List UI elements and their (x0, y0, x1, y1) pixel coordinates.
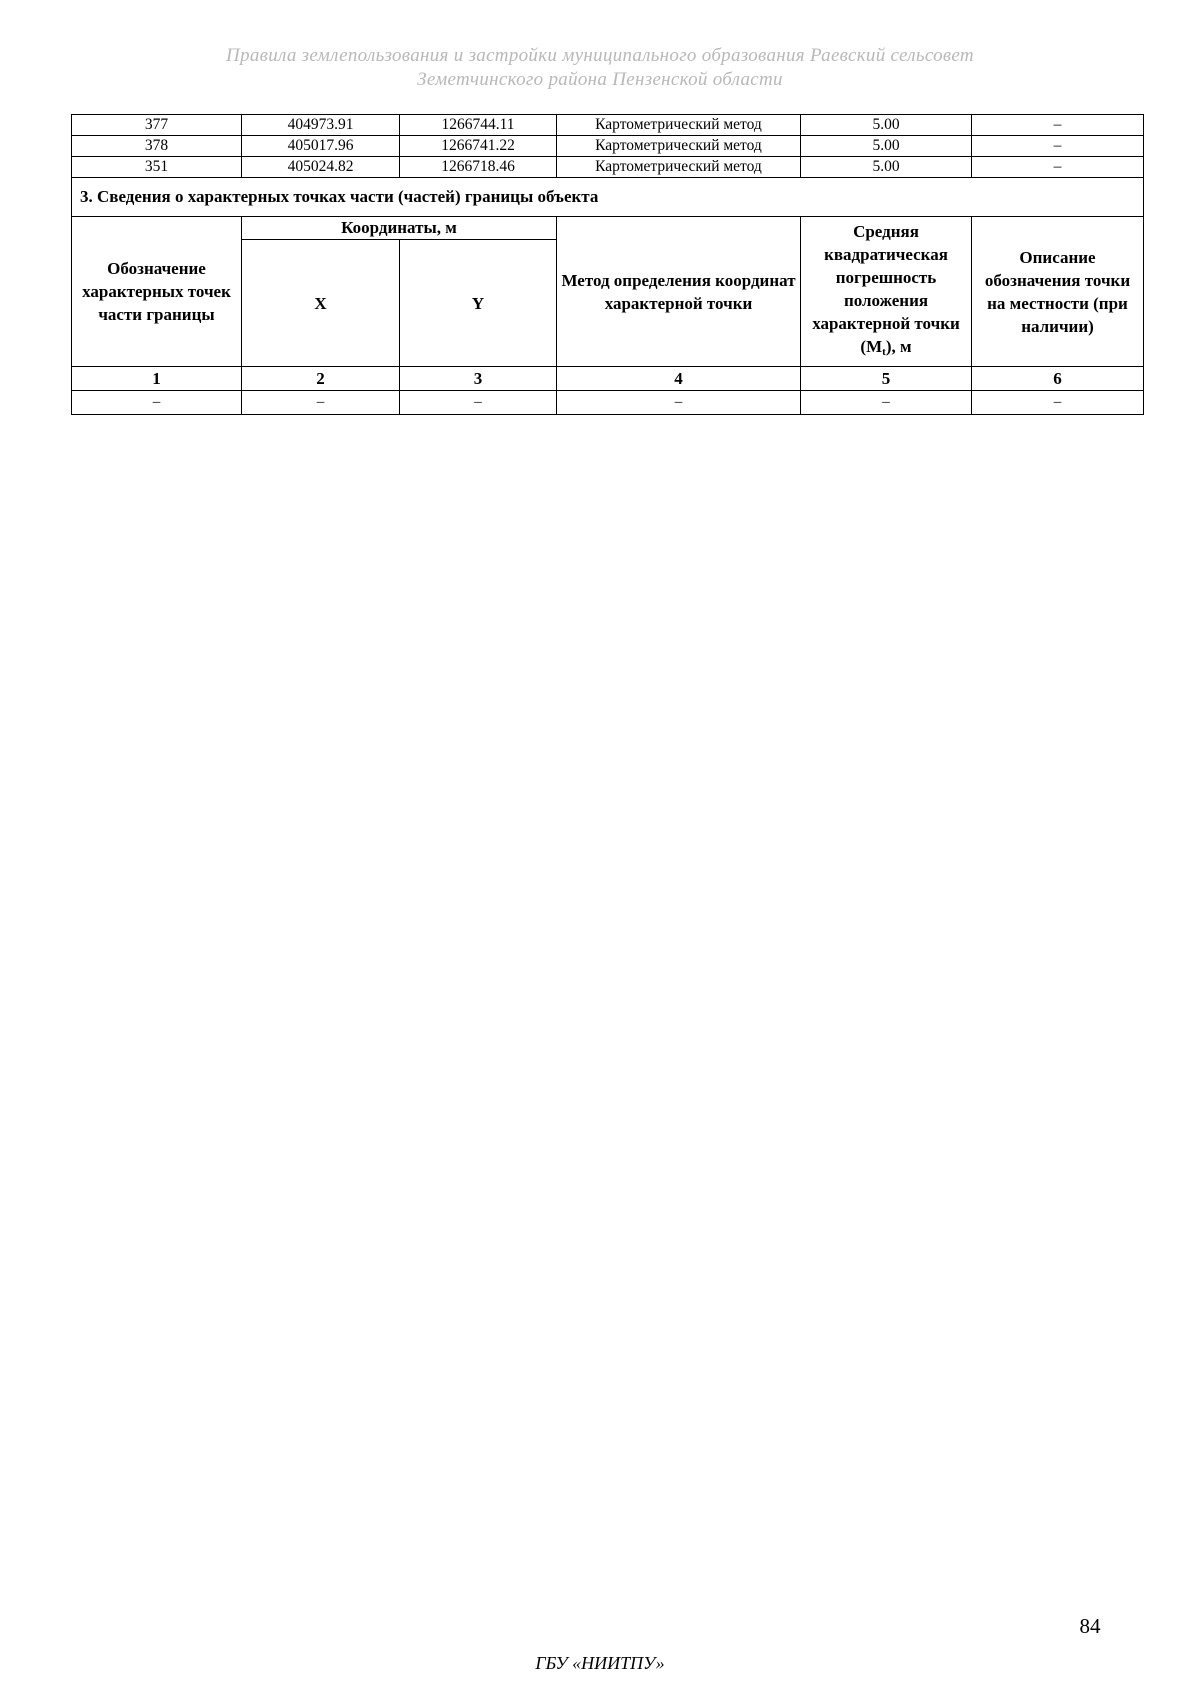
cell-y: 1266718.46 (400, 157, 557, 178)
table-row (72, 115, 1144, 136)
table-row (72, 157, 1144, 178)
header-x: X (242, 240, 400, 367)
empty-cell: – (801, 391, 972, 415)
coordinates-table (71, 114, 1144, 415)
column-numbers-row (72, 367, 1144, 391)
page-number: 84 (1079, 1614, 1101, 1638)
cell-method: Картометрический метод (557, 136, 801, 157)
header-description: Описание обозначения точки на местности (при наличии) (972, 217, 1144, 367)
header-error-subscript: t (882, 345, 886, 358)
header-row (72, 217, 1144, 240)
empty-cell: – (972, 391, 1144, 415)
column-number: 4 (557, 367, 801, 391)
cell-method: Картометрический метод (557, 115, 801, 136)
empty-cell: – (72, 391, 242, 415)
header-line-1: Правила землепользования и застройки муниципального образования Раевский сельсовет (226, 45, 974, 66)
column-number: 6 (972, 367, 1144, 391)
table-row (72, 136, 1144, 157)
cell-point: 378 (72, 136, 242, 157)
column-number: 1 (72, 367, 242, 391)
cell-point: 351 (72, 157, 242, 178)
section-title: 3. Сведения о характерных точках части (частей) границы объекта (72, 178, 1144, 217)
cell-point: 377 (72, 115, 242, 136)
cell-error: 5.00 (801, 115, 972, 136)
cell-x: 405017.96 (242, 136, 400, 157)
cell-method: Картометрический метод (557, 157, 801, 178)
cell-error: 5.00 (801, 157, 972, 178)
cell-desc: – (972, 136, 1144, 157)
column-number: 5 (801, 367, 972, 391)
cell-desc: – (972, 115, 1144, 136)
header-point: Обозначение характерных точек части границы (72, 217, 242, 367)
cell-x: 404973.91 (242, 115, 400, 136)
cell-x: 405024.82 (242, 157, 400, 178)
empty-cell: – (242, 391, 400, 415)
cell-y: 1266741.22 (400, 136, 557, 157)
header-error-tail: ), м (885, 336, 912, 356)
header-method: Метод определения координат характерной точки (557, 217, 801, 367)
header-error-main: Средняя квадратическая погрешность положения характерной точки (M (812, 221, 960, 356)
running-header (0, 44, 1200, 92)
column-number: 3 (400, 367, 557, 391)
footer-organization: ГБУ «НИИТПУ» (535, 1653, 665, 1673)
column-number: 2 (242, 367, 400, 391)
empty-row (72, 391, 1144, 415)
empty-cell: – (557, 391, 801, 415)
header-coordinates: Координаты, м (242, 217, 557, 240)
empty-cell: – (400, 391, 557, 415)
header-line-2: Земетчинского района Пензенской области (417, 69, 783, 90)
cell-y: 1266744.11 (400, 115, 557, 136)
cell-error: 5.00 (801, 136, 972, 157)
cell-desc: – (972, 157, 1144, 178)
header-y: Y (400, 240, 557, 367)
header-error (801, 217, 972, 367)
section-title-row (72, 178, 1144, 217)
